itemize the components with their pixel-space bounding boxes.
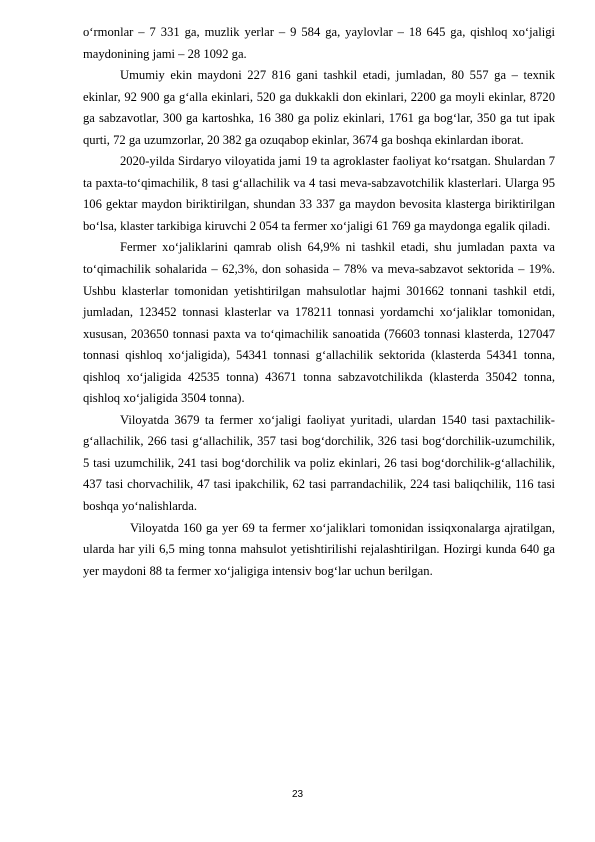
paragraph-agroclusters: 2020-yilda Sirdaryo viloyatida jami 19 ta agroklaster faoliyat ko‘rsatgan. Shulardan 7 ta paxta-to‘qimachilik, 8 tasi g‘allachilik va 4 tasi meva-sabzavotchilik klasterlari. Ularga 95 106 gektar maydon biriktirilgan, shundan 33 337 ga maydon bevosita klasterga biriktirilgan bo‘lsa, klaster tarkibiga kiruvchi 2 054 ta fermer xo‘jaligi 61 769 ga maydonga egalik qiladi.: [83, 154, 555, 233]
paragraph-greenhouses: Viloyatda 160 ga yer 69 ta fermer xo‘jaliklari tomonidan issiqxonalarga ajratilgan, ularda har yili 6,5 ming tonna mahsulot yetishtirilishi rejalashtirilgan. Hozirgi kunda 640 ga yer maydoni 88 ta fermer xo‘jaligiga intensiv bog‘lar uchun berilgan.: [83, 520, 555, 578]
document-body: [83, 22, 555, 582]
paragraph-land-categories: o‘rmonlar – 7 331 ga, muzlik yerlar – 9 584 ga, yaylovlar – 18 645 ga, qishloq xo‘jaligi maydonining jami – 28 1092 ga.: [83, 25, 555, 61]
paragraph-crop-area: Umumiy ekin maydoni 227 816 gani tashkil etadi, jumladan, 80 557 ga – texnik ekinlar, 92 900 ga g‘alla ekinlari, 520 ga dukkakli don ekinlari, 2200 ga moyli ekinlar, 8720 ga sabzavotlar, 300 ga kartoshka, 16 380 ga poliz ekinlari, 1761 ga bog‘lar, 350 ga tut ipak qurti, 72 ga uzumzorlar, 20 382 ga ozuqabop ekinlar, 3674 ga boshqa ekinlardan iborat.: [83, 68, 555, 147]
paragraph-farm-coverage: Fermer xo‘jaliklarini qamrab olish 64,9% ni tashkil etadi, shu jumladan paxta va to‘qimachilik sohalarida – 62,3%, don sohasida – 78% va meva-sabzavot sektorida – 19%. Ushbu klasterlar tomonidan yetishtirilgan mahsulotlar hajmi 301662 tonnani tashkil etdi, jumladan, 123452 tonnasi klasterlar va 178211 tonnasi yordamchi xo‘jaliklar tomonidan, xususan, 203650 tonnasi paxta va to‘qimachilik sanoatida (76603 tonnasi klasterda, 127047 tonnasi qishloq xo‘jaligida), 54341 tonnasi g‘allachilik sektorida (klasterda 54341 tonna, qishloq xo‘jaligida 42535 tonna) 43671 tonna sabzavotchilikda (klasterda 35042 tonna, qishloq xo‘jaligida 3504 tonna).: [83, 240, 555, 406]
paragraph-farm-types: Viloyatda 3679 ta fermer xo‘jaligi faoliyat yuritadi, ulardan 1540 tasi paxtachilik-g‘allachilik, 266 tasi g‘allachilik, 357 tasi bog‘dorchilik, 326 tasi bog‘dorchilik-uzumchilik, 5 tasi uzumchilik, 241 tasi bog‘dorchilik va poliz ekinlari, 26 tasi bog‘dorchilik-g‘allachilik, 437 tasi chorvachilik, 47 tasi ipakchilik, 62 tasi parrandachilik, 224 tasi baliqchilik, 116 tasi boshqa yo‘nalishlarda.: [83, 412, 555, 514]
page-number: 23: [291, 789, 304, 800]
